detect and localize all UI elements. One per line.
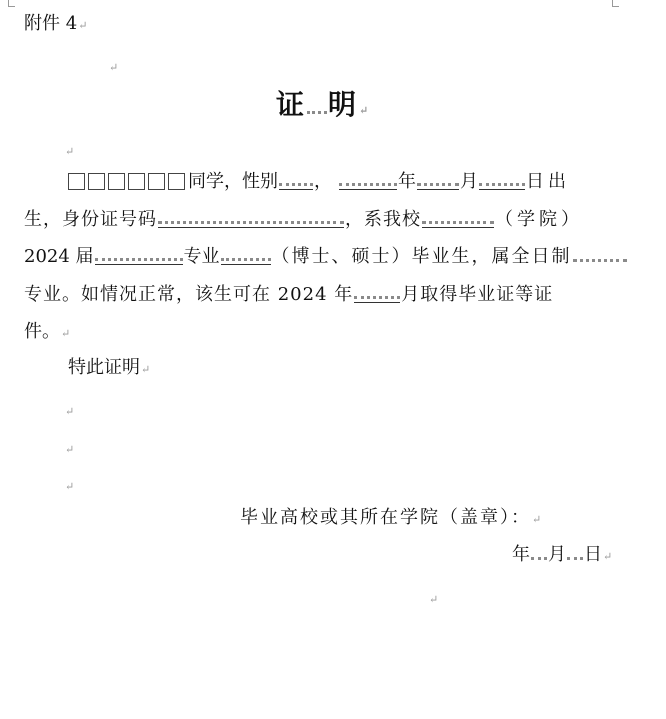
college-text: （学院） — [495, 209, 583, 230]
degree-text: （博士、硕士）毕业生，属全日制 — [271, 246, 572, 267]
paragraph-mark: ↵ — [109, 61, 119, 74]
paragraph-mark: ↵ — [65, 443, 75, 456]
born-text: 生，身份证号码 — [24, 209, 157, 230]
date-day: 日 — [584, 544, 602, 565]
comma: ， — [314, 171, 332, 192]
birth-month-blank — [417, 171, 459, 190]
corner-mark-left — [8, 0, 15, 7]
body-line-1 — [68, 170, 570, 194]
page-title — [276, 88, 370, 128]
day-birth-text: 日出 — [526, 171, 570, 192]
session-text: 2024 届 — [24, 246, 94, 267]
empty-paragraph — [64, 398, 74, 424]
body-line-2 — [24, 208, 583, 232]
name-box — [128, 173, 145, 190]
date-line — [512, 543, 612, 569]
birth-day-blank — [479, 171, 525, 190]
paragraph-mark: ↵ — [429, 593, 439, 606]
name-box — [148, 173, 165, 190]
title-spacer-dots — [307, 97, 327, 117]
body-line-3 — [24, 245, 628, 269]
empty-paragraph — [108, 54, 118, 80]
classmate-text: 同学，性别 — [188, 171, 278, 192]
empty-paragraph — [64, 138, 74, 164]
empty-paragraph — [428, 586, 438, 612]
paragraph-mark: ↵ — [78, 19, 88, 32]
line4-end-text: 月取得毕业证等证 — [401, 284, 554, 305]
paragraph-mark: ↵ — [359, 104, 371, 117]
title-right-char: 明 — [328, 88, 359, 121]
name-box — [108, 173, 125, 190]
signature-line — [240, 506, 543, 532]
grad-month-blank — [354, 284, 400, 303]
paragraph-mark: ↵ — [65, 145, 75, 158]
body-line-5 — [24, 320, 70, 346]
paragraph-mark: ↵ — [61, 327, 71, 340]
paragraph-mark: ↵ — [532, 513, 544, 526]
corner-mark-right — [612, 0, 619, 7]
year-text: 年 — [398, 171, 416, 192]
empty-paragraph — [64, 436, 74, 462]
school-text: ，系我校 — [345, 209, 421, 230]
hereby-line — [68, 356, 150, 382]
date-spacer-dots — [567, 545, 583, 563]
attachment-label: 附件 4 — [24, 13, 78, 34]
date-year: 年 — [512, 544, 530, 565]
title-left-char: 证 — [276, 88, 307, 121]
id-number-blank — [158, 209, 344, 228]
paragraph-mark: ↵ — [603, 550, 613, 563]
signature-text: 毕业高校或其所在学院（盖章）： — [240, 507, 531, 528]
paragraph-mark: ↵ — [65, 480, 75, 493]
month-text: 月 — [460, 171, 478, 192]
name-box — [88, 173, 105, 190]
paragraph-mark: ↵ — [141, 363, 151, 376]
date-month: 月 — [548, 544, 566, 565]
school-blank — [422, 209, 494, 228]
degree-blank — [221, 246, 271, 265]
body-line-4 — [24, 283, 553, 307]
empty-paragraph — [64, 473, 74, 499]
date-spacer-dots — [531, 545, 547, 563]
major-blank — [95, 246, 183, 265]
line4-start-text: 专业。如情况正常，该生可在 2024 年 — [24, 284, 354, 305]
fulltime-blank — [573, 247, 627, 265]
line5-text: 件。 — [24, 321, 60, 342]
name-box — [68, 173, 85, 190]
gender-blank — [279, 171, 313, 190]
name-box — [168, 173, 185, 190]
birth-year-blank — [339, 171, 397, 190]
hereby-text: 特此证明 — [68, 357, 140, 378]
major-text: 专业 — [183, 246, 220, 267]
attachment-label-line — [24, 12, 87, 38]
paragraph-mark: ↵ — [65, 405, 75, 418]
